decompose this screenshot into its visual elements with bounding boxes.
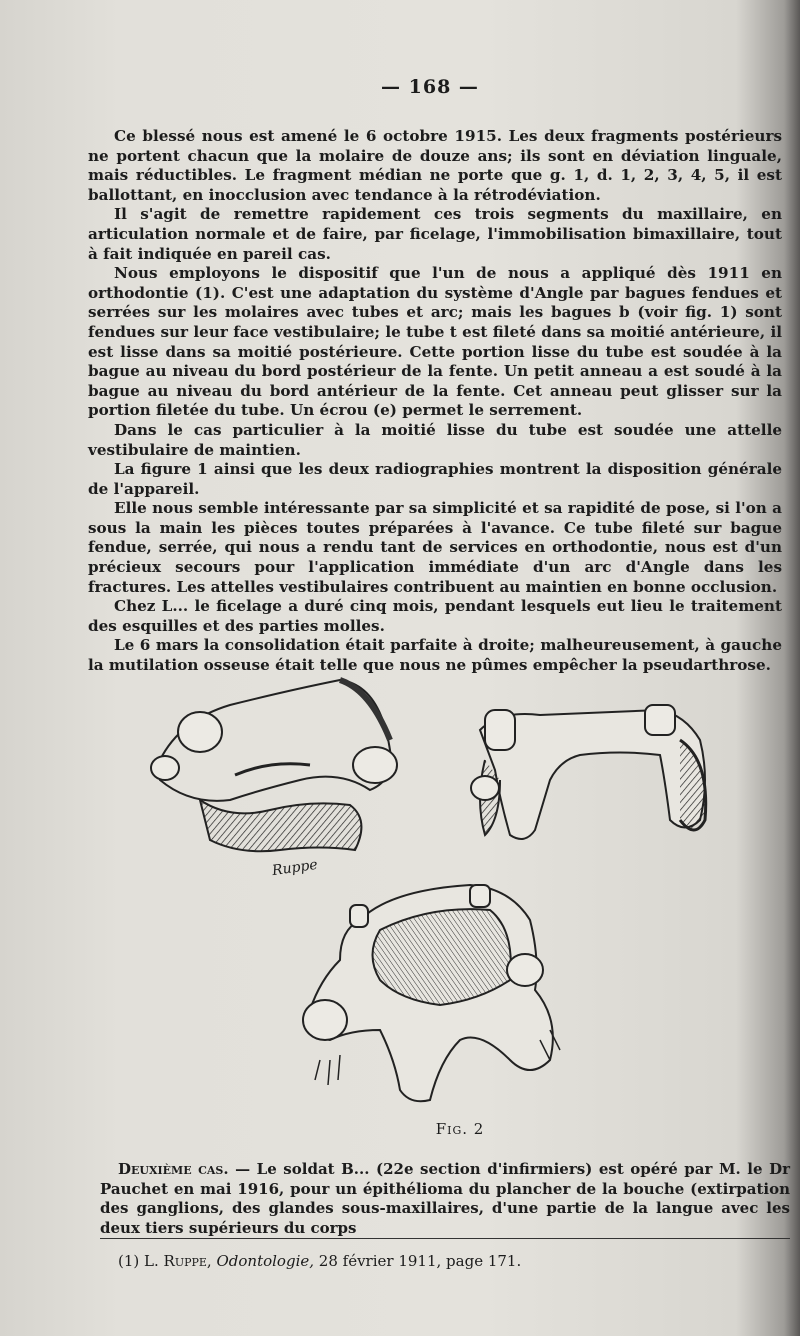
dental-appliance-illustration <box>140 660 740 1130</box>
figure-caption <box>0 1120 800 1138</box>
body-text <box>88 127 782 676</box>
paragraph: Elle nous semble intéressante par sa simplicité et sa rapidité de pose, si l'on a sous la main les pièces toutes préparées à l'avance. Ce tube fileté sur bague fendue, serrée, qui nous a rendu tant de services en orthodontie, nous est d'un précieux secours pour l'application immédiate d'un arc d'Angle dans les fractures. Les attelles vestibulaires contribuent au maintien en bonne occlusion. <box>88 499 782 596</box>
artist-signature: Ruppe <box>271 856 319 880</box>
paragraph <box>100 1160 790 1238</box>
footnote-rest: 28 février 1911, page 171. <box>318 1252 522 1270</box>
page-number: — 168 — <box>381 76 479 98</box>
case-text: — Le soldat B... (22e section d'infirmiers) est opéré par M. le Dr Pauchet en mai 1916, pour un épithélioma du plancher de la bouche (extirpation des ganglions, des glandes sous-maxillaires, d'une partie de la langue avec les deux tiers supérieurs du corps <box>100 1160 790 1237</box>
bottom-view <box>303 885 560 1101</box>
paragraph: La figure 1 ainsi que les deux radiographies montrent la disposition générale de l'appareil. <box>88 460 782 498</box>
figure-caption-text: Fig. 2 <box>435 1120 485 1138</box>
paragraph: Nous employons le dispositif que l'un de nous a appliqué dès 1911 en orthodontie (1). C'est une adaptation du système d'Angle par bagues fendues et serrées sur les molaires avec tubes et arc; mais les bagues b (voir fig. 1) sont fendues sur leur face vestibulaire; le tube t est fileté dans sa moitié antérieure, il est lisse dans sa moitié postérieure. Cette portion lisse du tube est soudée à la bague au niveau du bord postérieur de la fente. Un petit anneau a est soudé à la bague au niveau du bord antérieur de la fente. Cet anneau peut glisser sur la portion filetée du tube. Un écrou (e) permet le serrement. <box>88 264 782 420</box>
footnote-marker: (1) <box>118 1252 140 1270</box>
footnote-journal: Odontologie, <box>216 1252 315 1270</box>
right-view <box>471 705 706 839</box>
case-heading: Deuxième cas. <box>118 1160 229 1178</box>
paragraph: Chez L... le ficelage a duré cinq mois, pendant lesquels eut lieu le traitement des esquilles et des parties molles. <box>88 597 782 635</box>
footnote-author: L. Ruppe, <box>144 1252 212 1270</box>
paragraph: Il s'agit de remettre rapidement ces trois segments du maxillaire, en articulation normale et de faire, par ficelage, l'immobilisation bimaxillaire, tout à fait indiquée en pareil cas. <box>88 205 782 263</box>
paragraph: Le 6 mars la consolidation était parfaite à droite; malheureusement, à gauche la mutilation osseuse était telle que nous ne pûmes empêcher la pseudarthrose. <box>88 636 782 675</box>
footnote-rule <box>100 1238 790 1239</box>
second-case-text <box>100 1160 790 1238</box>
left-view <box>151 680 397 851</box>
footnote <box>118 1252 778 1271</box>
paragraph: Ce blessé nous est amené le 6 octobre 1915. Les deux fragments postérieurs ne portent chacun que la molaire de douze ans; ils sont en déviation linguale, mais réductibles. Le fragment médian ne porte que g. 1, d. 1, 2, 3, 4, 5, il est ballottant, en inocclusion avec tendance à la rétrodéviation. <box>88 127 782 204</box>
paragraph: Dans le cas particulier à la moitié lisse du tube est soudée une attelle vestibulaire de maintien. <box>88 420 782 459</box>
